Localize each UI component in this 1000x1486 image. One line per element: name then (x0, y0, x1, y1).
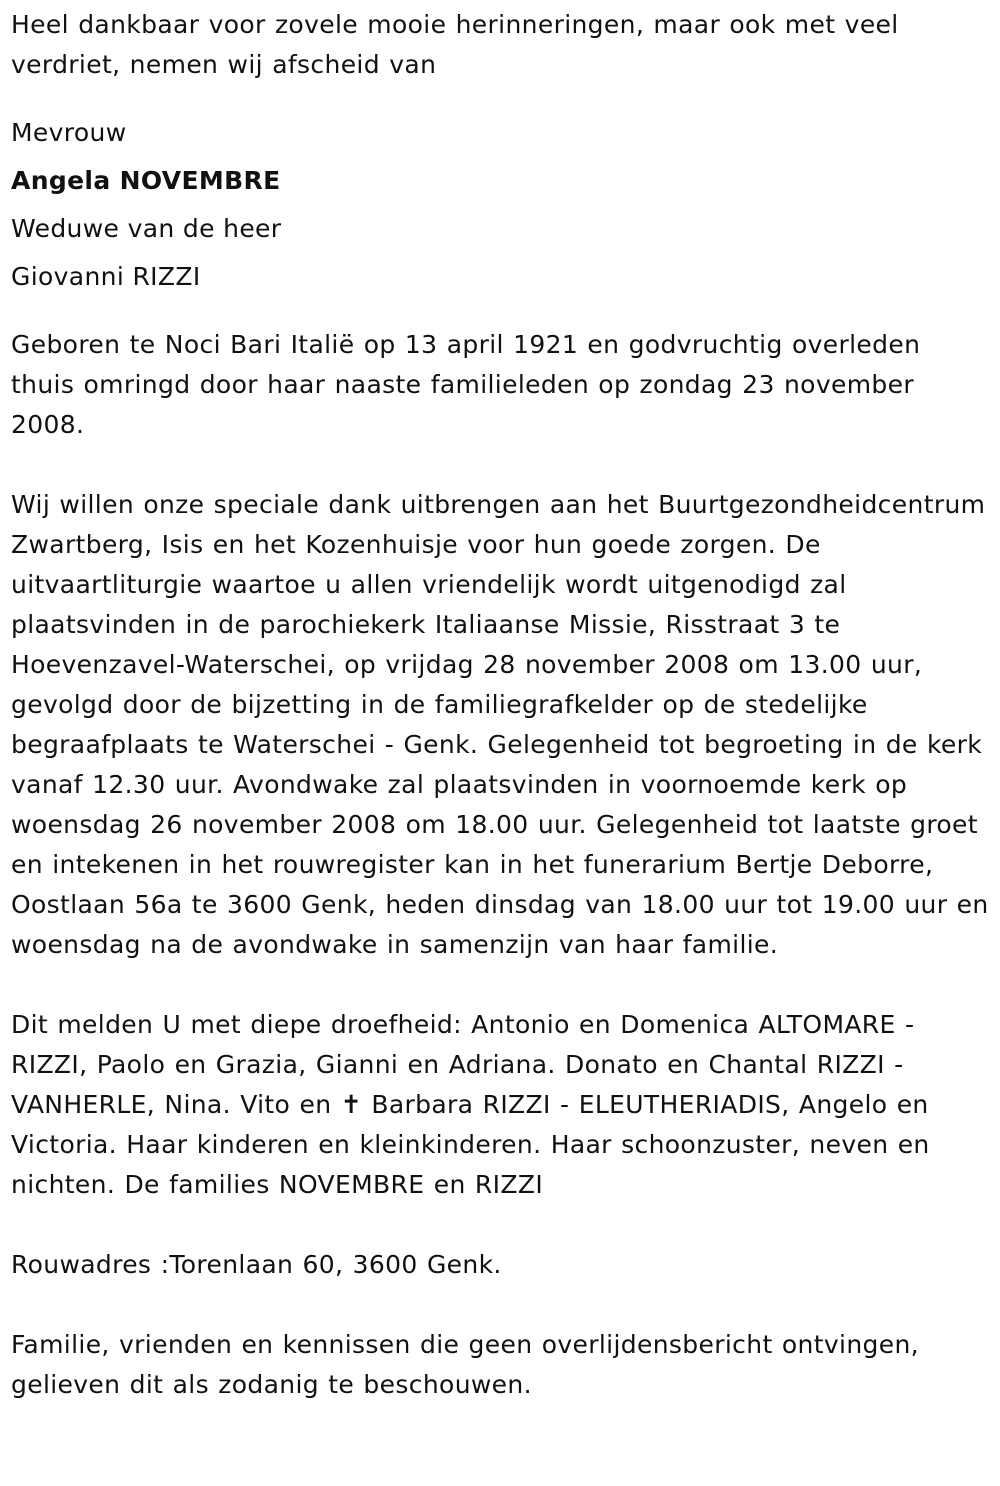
family-text-before-cross: Dit melden U met diepe droefheid: Antonio en Domenica ALTOMARE - RIZZI, Paolo en Grazia, Gianni en Adriana. Donato en Chantal RIZZI - VANHERLE, Nina. Vito en (11, 1010, 915, 1119)
salutation: Mevrouw (11, 118, 127, 147)
birth-death-paragraph: Geboren te Noci Bari Italië op 13 april 1921 en godvruchtig overleden thuis omringd door haar naaste familieleden op zondag 23 november 2008. (11, 330, 921, 439)
spacer (11, 965, 990, 1005)
spouse-name: Giovanni RIZZI (11, 262, 201, 291)
spacer (11, 1205, 990, 1245)
spacer (11, 1285, 990, 1325)
widow-line: Weduwe van de heer (11, 214, 282, 243)
spacer (11, 301, 990, 325)
spacer (11, 445, 990, 485)
family-paragraph (11, 1005, 990, 1205)
deceased-name: Angela NOVEMBRE (11, 166, 281, 195)
mourning-address: Rouwadres :Torenlaan 60, 3600 Genk. (11, 1250, 502, 1279)
family-text-after-cross: Barbara RIZZI - ELEUTHERIADIS, Angelo en Victoria. Haar kinderen en kleinkinderen. Haar schoonzuster, neven en nichten. De families NOVEMBRE en RIZZI (11, 1090, 930, 1199)
closing-paragraph: Familie, vrienden en kennissen die geen overlijdensbericht ontvingen, gelieven dit als zodanig te beschouwen. (11, 1330, 919, 1399)
spacer (11, 85, 990, 109)
thanks-service-paragraph: Wij willen onze speciale dank uitbrengen aan het Buurtgezondheidcentrum Zwartberg, Isis en het Kozenhuisje voor hun goede zorgen. De uitvaartliturgie waartoe u allen vriendelijk wordt uitgenodigd zal plaatsvinden in de parochiekerk Italiaanse Missie, Risstraat 3 te Hoevenzavel-Waterschei, op vrijdag 28 november 2008 om 13.00 uur, gevolgd door de bijzetting in de familiegrafkelder op de stedelijke begraafplaats te Waterschei - Genk. Gelegenheid tot begroeting in de kerk vanaf 12.30 uur. Avondwake zal plaatsvinden in voornoemde kerk op woensdag 26 november 2008 om 18.00 uur. Gelegenheid tot laatste groet en intekenen in het rouwregister kan in het funerarium Bertje Deborre, Oostlaan 56a te 3600 Genk, heden dinsdag van 18.00 uur tot 19.00 uur en woensdag na de avondwake in samenzijn van haar familie. (11, 490, 989, 959)
intro-paragraph: Heel dankbaar voor zovele mooie herinneringen, maar ook met veel verdriet, nemen wij afscheid van (11, 10, 899, 79)
cross-icon: ✝ (340, 1090, 363, 1119)
